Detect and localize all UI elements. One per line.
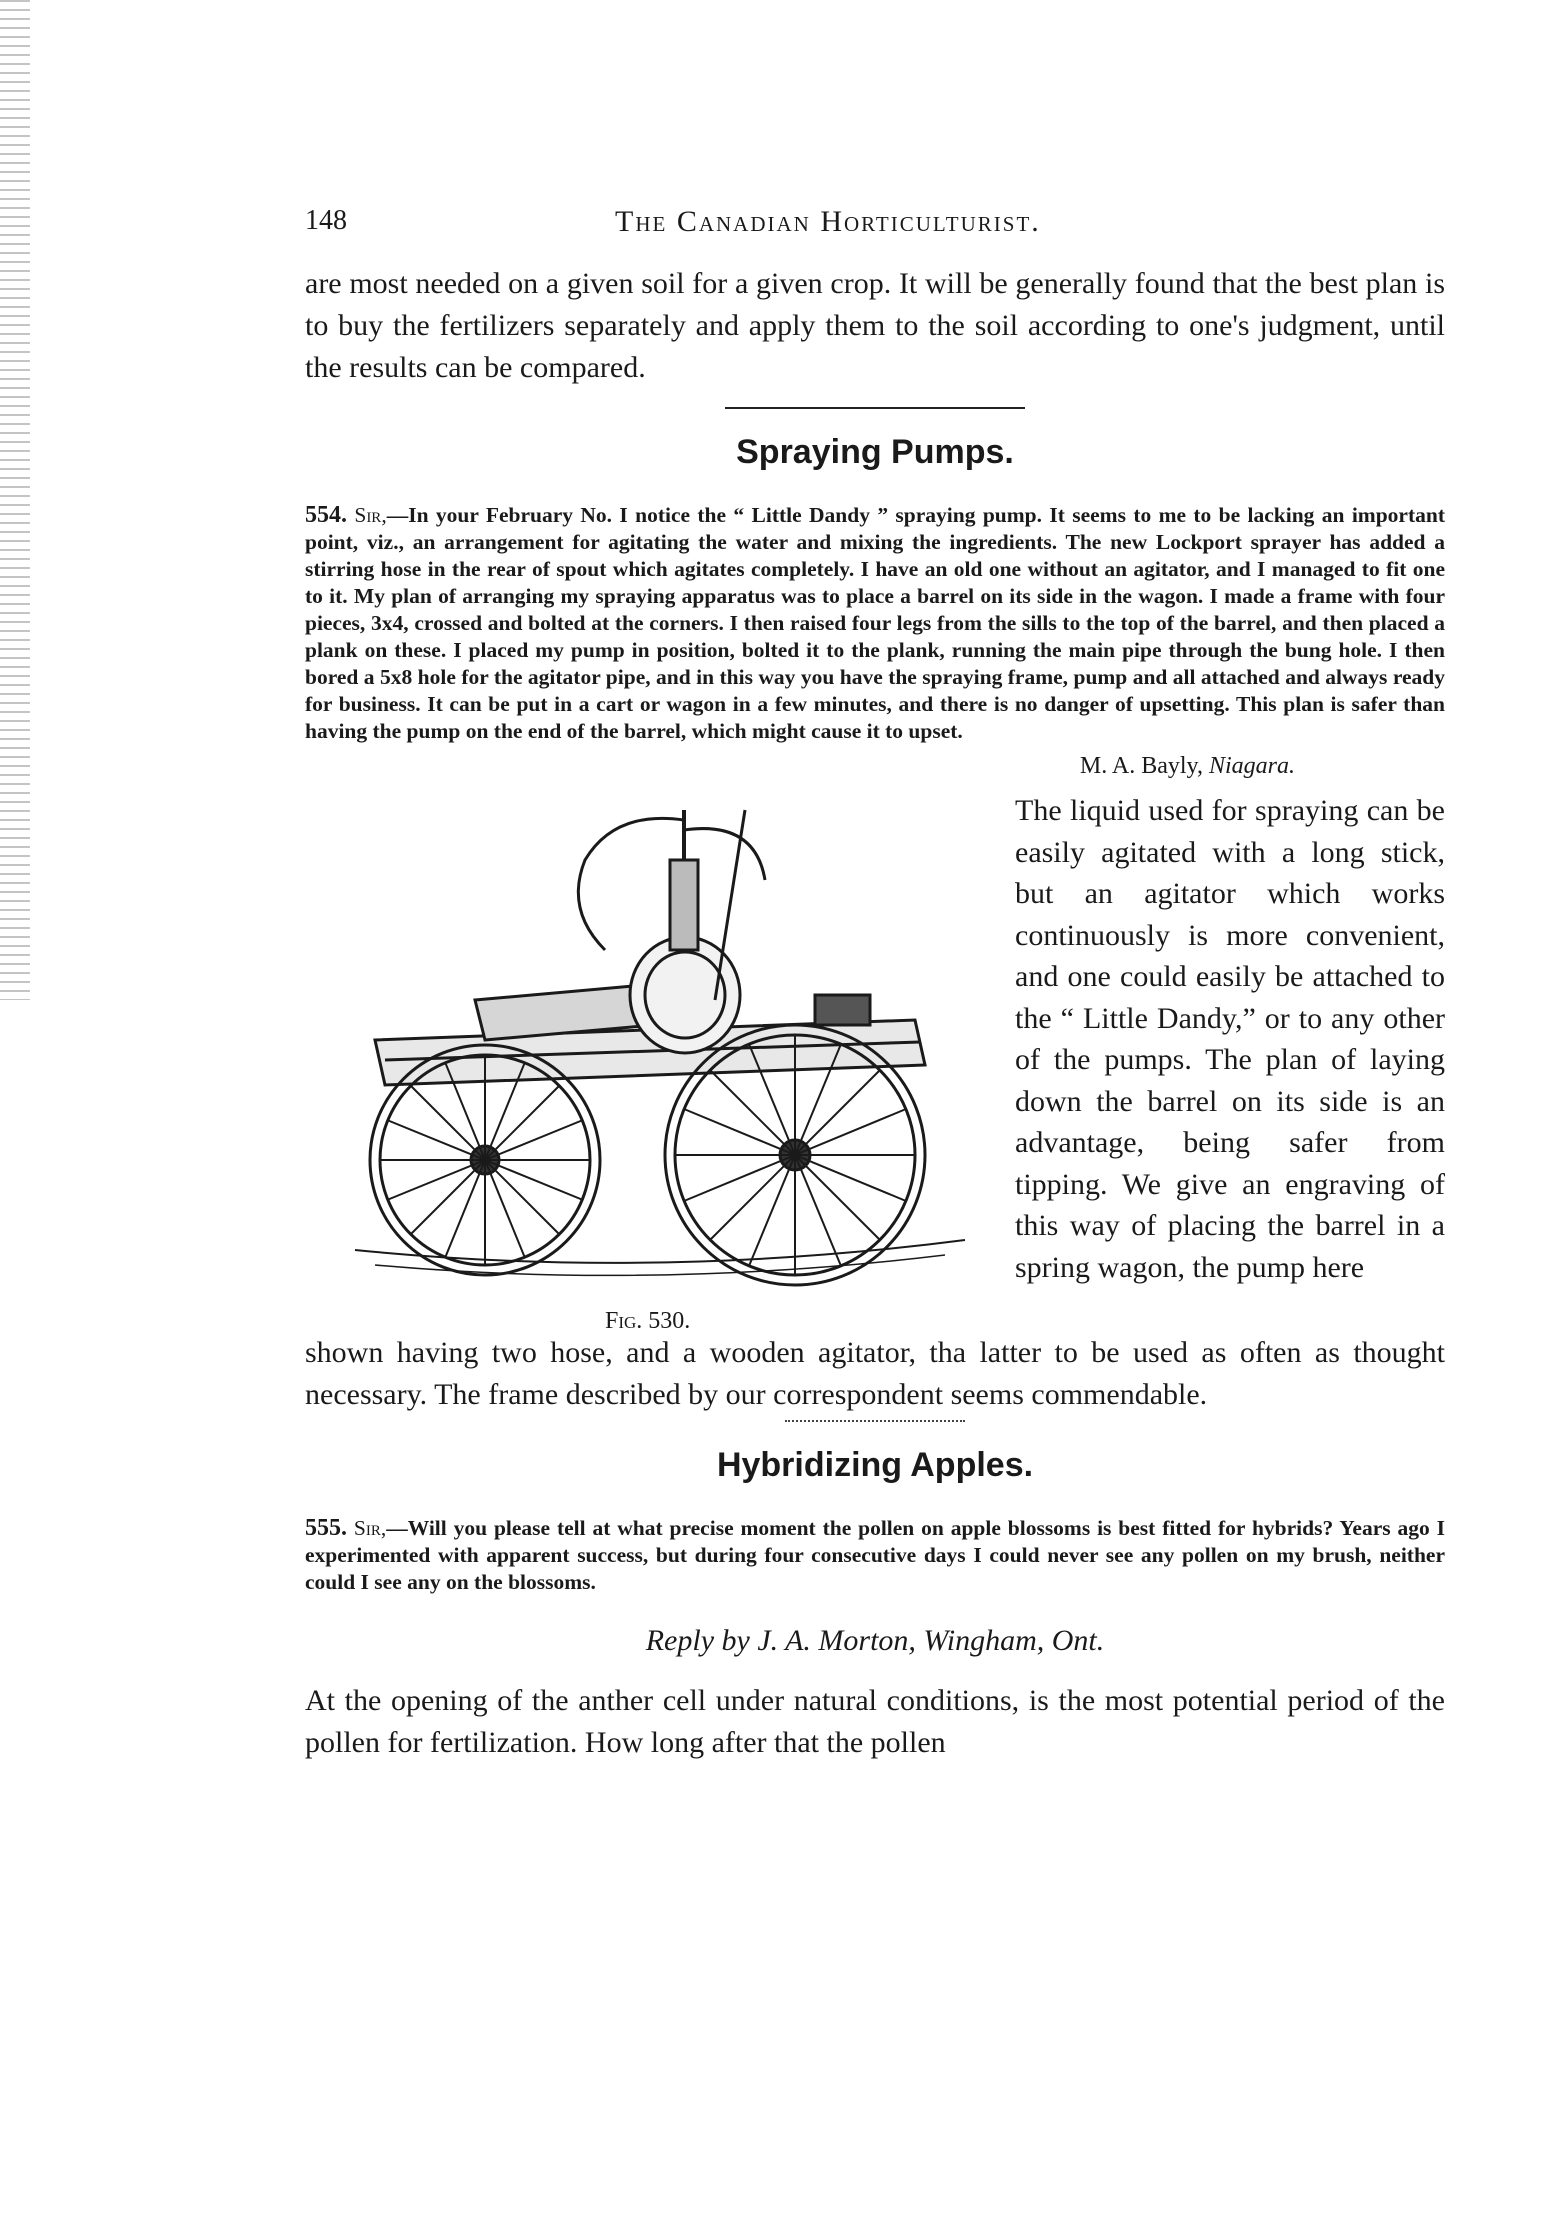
letter-salutation: Sir, [353, 1516, 387, 1540]
signature-name: M. A. Bayly, [1079, 753, 1203, 779]
figure-caption: Fig. 530. [605, 1308, 691, 1334]
page-number: 148 [305, 205, 347, 236]
page [305, 205, 1445, 1764]
signature-place: Niagara. [1208, 753, 1295, 779]
section-title-spraying-pumps: Spraying Pumps. [736, 433, 1014, 471]
editor-reply-continuation: shown having two hose, and a wooden agitator, tha latter to be used as often as thought necessary. The frame described by our correspondent seems commendable. [305, 1336, 1445, 1411]
letter-number: 554. [305, 502, 347, 528]
section-title-hybridizing-apples: Hybridizing Apples. [716, 1446, 1034, 1484]
figure-block [305, 790, 1445, 1390]
running-head: The Canadian Horticulturist. [615, 205, 1041, 238]
letter-salutation: Sir, [354, 503, 387, 527]
reply-text: At the opening of the anther cell under natural conditions, is the most potential period of the pollen for fertilization. How long after that the pollen [305, 1684, 1445, 1759]
page-header [305, 205, 1445, 245]
letter-body: —In your February No. I notice the “ Little Dandy ” spraying pump. It seems to me to be lacking an important point, viz., an arrangement for agitating the water and mixing the ingredients. The new Lockport sprayer has added a stirring hose in the rear of spout which agitates completely. I have an old one without an agitator, and I managed to fit one to it. My plan of arranging my spraying apparatus was to place a barrel on its side in the wagon. I made a frame with four pieces, 3x4, crossed and bolted at the corners. I then raised four legs from the sills to the top of the barrel, and then placed a plank on these. I placed my pump in position, bolted it to the plank, running the main pipe through the bung hole. I then bored a 5x8 hole for the agitator pipe, and in this way you have the spraying frame, pump and all attached and always ready for business. It can be put in a cart or wagon in a few minutes, and there is no danger of upsetting. This plan is safer than having the pump on the end of the barrel, which might cause it to upset. [305, 503, 1445, 743]
letter-body: —Will you please tell at what precise moment the pollen on apple blossoms is best fitted for hybrids? Years ago I experimented with apparent success, but during four consecutive days I could never see any pollen on my brush, neither could I see any on the blossoms. [305, 1516, 1445, 1594]
section-divider [725, 407, 1025, 409]
spraying-wagon-engraving [315, 800, 995, 1300]
reply-byline: Reply by J. A. Morton, Wingham, Ont. [645, 1624, 1105, 1657]
section-divider [785, 1420, 965, 1422]
letter-554 [305, 502, 1445, 745]
scanned-margin-noise [0, 0, 30, 1000]
editor-reply-side-text: The liquid used for spraying can be easily agitated with a long stick, but an agitator which works continuously is more convenient, and one could easily be attached to the “ Little Dandy,” or to any other of the pumps. The plan of laying down the barrel on its side is an advantage, being safer from tipping. We give an engraving of this way of placing the barrel in a spring wagon, the pump here [1015, 794, 1445, 1284]
intro-paragraph: are most needed on a given soil for a given crop. It will be generally found that the best plan is to buy the fertilizers separately and apply them to the soil according to one's judgment, until the results can be compared. [305, 267, 1445, 384]
letter-number: 555. [305, 1515, 347, 1541]
signature [305, 753, 1295, 780]
letter-555 [305, 1515, 1445, 1596]
